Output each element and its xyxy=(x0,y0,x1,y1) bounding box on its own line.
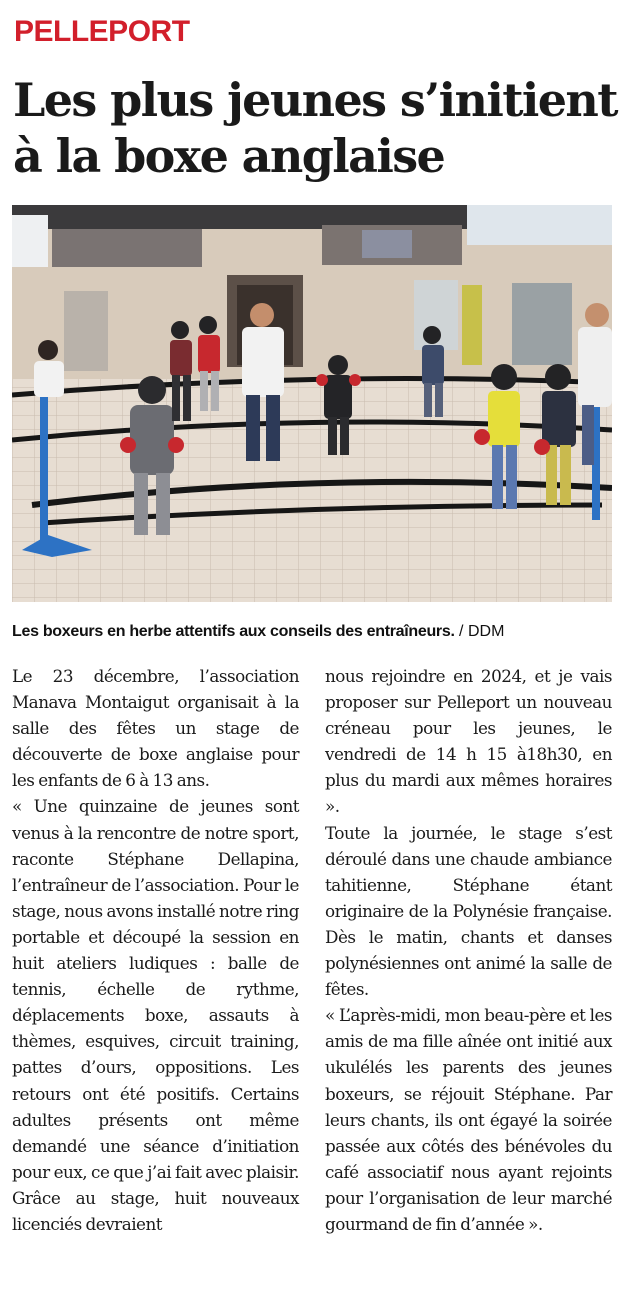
article-column-right xyxy=(325,663,612,1237)
section-kicker: PELLEPORT xyxy=(14,15,190,48)
article-paragraph: Toute la journée, le stage s’est déroulé dans une chaude ambiance tahitienne, Stéphane étant originaire de la Polynésie française. Dès le matin, chants et danses polynésiennes ont animé la salle de fêtes. xyxy=(325,822,612,1000)
photo-caption xyxy=(12,622,617,642)
article-photo xyxy=(12,205,612,602)
article-paragraph: Le 23 décembre, l’association Manava Montaigut organisait à la salle des fêtes un stage de découverte de boxe anglaise pour les enfants de 6 à 13 ans. xyxy=(12,666,299,791)
article-paragraph: nous rejoindre en 2024, et je vais proposer sur Pelleport un nouveau créneau pour les jeunes, le vendredi de 14 h 15 à18h30, en plus du mardi aux mêmes horaires ». xyxy=(325,666,612,817)
caption-text: Les boxeurs en herbe attentifs aux conseils des entraîneurs. xyxy=(12,623,455,640)
article-paragraph: « Une quinzaine de jeunes sont venus à la rencontre de notre sport, raconte Stéphane Dellapina, l’entraîneur de l’association. Pour le stage, nous avons installé notre ring portable et découpé la session en huit ateliers ludiques : balle de tennis, échelle de rythme, déplacements boxe, assauts à thèmes, esquives, circuit training, pattes d’ours, oppositions. Les retours ont été positifs. Certains adultes présents ont même demandé une séance d’initiation pour eux, ce que j’ai fait avec plaisir. Grâce au stage, huit nouveaux licenciés devraient xyxy=(12,796,299,1234)
photo-credit: DDM xyxy=(467,623,505,640)
article-column-left xyxy=(12,663,299,1237)
caption-separator: / xyxy=(454,623,468,640)
boxing-gym-photo-icon xyxy=(12,205,612,602)
article-paragraph: « L’après-midi, mon beau-père et les amis de ma fille aînée ont initié aux ukulélés les parents des jeunes boxeurs, se réjouit Stéphane. Par leurs chants, ils ont égayé la soirée passée aux côtés des bénévoles du café associatif nous ayant rejoints pour l’organisation de leur marché gourmand de fin d’année ». xyxy=(325,1005,612,1234)
article-headline: Les plus jeunes s’initient à la boxe anglaise xyxy=(13,73,617,183)
